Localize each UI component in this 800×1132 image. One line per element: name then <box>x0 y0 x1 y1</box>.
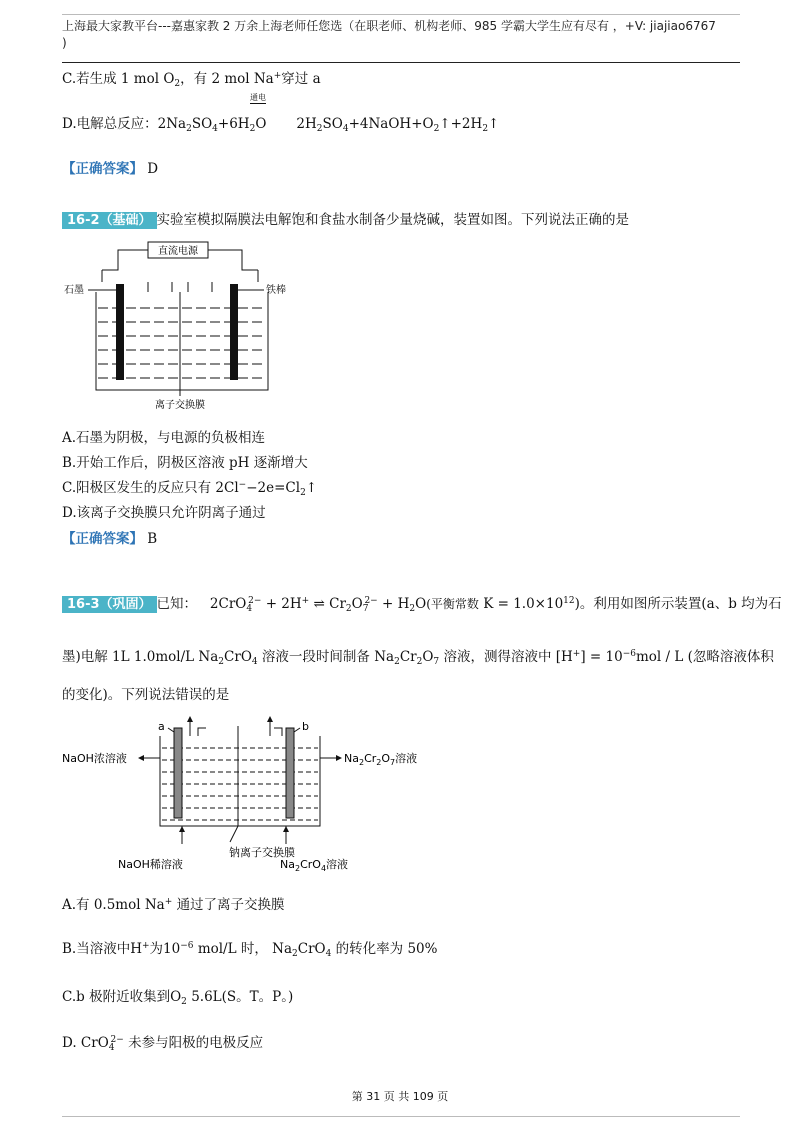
q16-2-figure <box>62 236 302 416</box>
q16-3-stem-line-2: 墨)电解 1L 1.0mol/L $Na_2CrO_4$ 溶液一段时间制备 $Na_2Cr_2O_7$ 溶液，测得溶液中 $[H^+] = 10^{-6}mol / L$ (忽略溶液体积 <box>62 649 774 667</box>
q16-3-option-c: C.b 极附近收集到$O_2$ 5.6L(S。T。P。) <box>62 989 294 1007</box>
q16-1-option-c: C.若生成 1 mol $O_2$，有 2 mol Na+穿过 a <box>62 71 321 89</box>
fig2-b-label: b <box>302 720 309 733</box>
q16-3-option-b: B.当溶液中H+为$10^{-6}$ mol/L 时， $Na_2CrO_4$ 的转化率为 50% <box>62 941 438 959</box>
q16-2-option-a: A.石墨为阴极，与电源的负极相连 <box>62 430 266 446</box>
q16-2-option-b: B.开始工作后，阴极区溶液 pH 逐渐增大 <box>62 455 308 471</box>
q16-1-answer: 【正确答案】 D <box>62 161 159 177</box>
q16-3-stem-line-3: 的变化)。下列说法错误的是 <box>62 687 230 703</box>
q16-3-stem-line-1: 16-3（巩固） 已知： 2CrO$_4^{2-}$ + 2H+ ⇌ $Cr_2O_7^{2-} + H_2O$(平衡常数 $K = 1.0\times 10^{12}$)。利用如图所示装置(a、b 均为石 <box>62 595 782 614</box>
page-footer: 第 31 页 共 109 页 <box>351 1090 449 1103</box>
q16-1-condition: 通电 <box>250 93 266 102</box>
header-top-rule <box>62 14 740 15</box>
fig1-graphite-label: 石墨 <box>64 285 84 296</box>
fig1-membrane-label: 离子交换膜 <box>155 400 205 411</box>
fig2-a-label: a <box>158 720 165 733</box>
q16-2-badge: 16-2（基础） <box>62 212 157 229</box>
footer-rule <box>62 1116 740 1117</box>
q16-1-option-d: D.电解总反应：$2Na_2SO_4+6H_2O$ $2H_2SO_4+4NaOH+O_2↑+2H_2↑$ <box>62 116 500 134</box>
fig2-naoh-conc-label: NaOH浓溶液 <box>62 752 127 765</box>
page-header <box>62 18 742 52</box>
q16-2-option-d: D.该离子交换膜只允许阴离子通过 <box>62 505 266 521</box>
fig1-iron-label: 铁棒 <box>266 285 286 296</box>
q16-3-option-a: A.有 0.5mol Na+ 通过了离子交换膜 <box>62 897 285 913</box>
q16-3-badge: 16-3（巩固） <box>62 596 157 613</box>
fig2-na2cro4-label: $Na_2CrO_4$溶液 <box>280 858 349 873</box>
q16-2-stem: 16-2（基础） 实验室模拟隔膜法电解饱和食盐水制备少量烧碱，装置如图。下列说法正确的是 <box>62 211 629 230</box>
q16-3-figure <box>62 714 418 874</box>
fig2-na2cr2o7-label: $Na_2Cr_2O_7$溶液 <box>344 752 418 767</box>
fig2-naoh-dil-label: NaOH稀溶液 <box>118 858 183 871</box>
fig2-membrane-label: 钠离子交换膜 <box>229 846 295 859</box>
header-line-1: 上海最大家教平台---嘉惠家教 2 万余上海老师任您选（在职老师、机构老师、985 学霸大学生应有尽有 ，+V: jiajiao6767 <box>62 19 716 33</box>
header-line-2: ) <box>62 36 67 50</box>
fig1-power-label: 直流电源 <box>158 246 198 257</box>
q16-3-option-d: D. CrO$_4^{2-}$ 未参与阳极的电极反应 <box>62 1035 264 1053</box>
q16-2-answer: 【正确答案】 B <box>62 531 158 547</box>
q16-2-option-c: C.阳极区发生的反应只有 $2Cl^--2e=Cl_2↑$ <box>62 480 318 498</box>
header-rule <box>62 62 740 63</box>
